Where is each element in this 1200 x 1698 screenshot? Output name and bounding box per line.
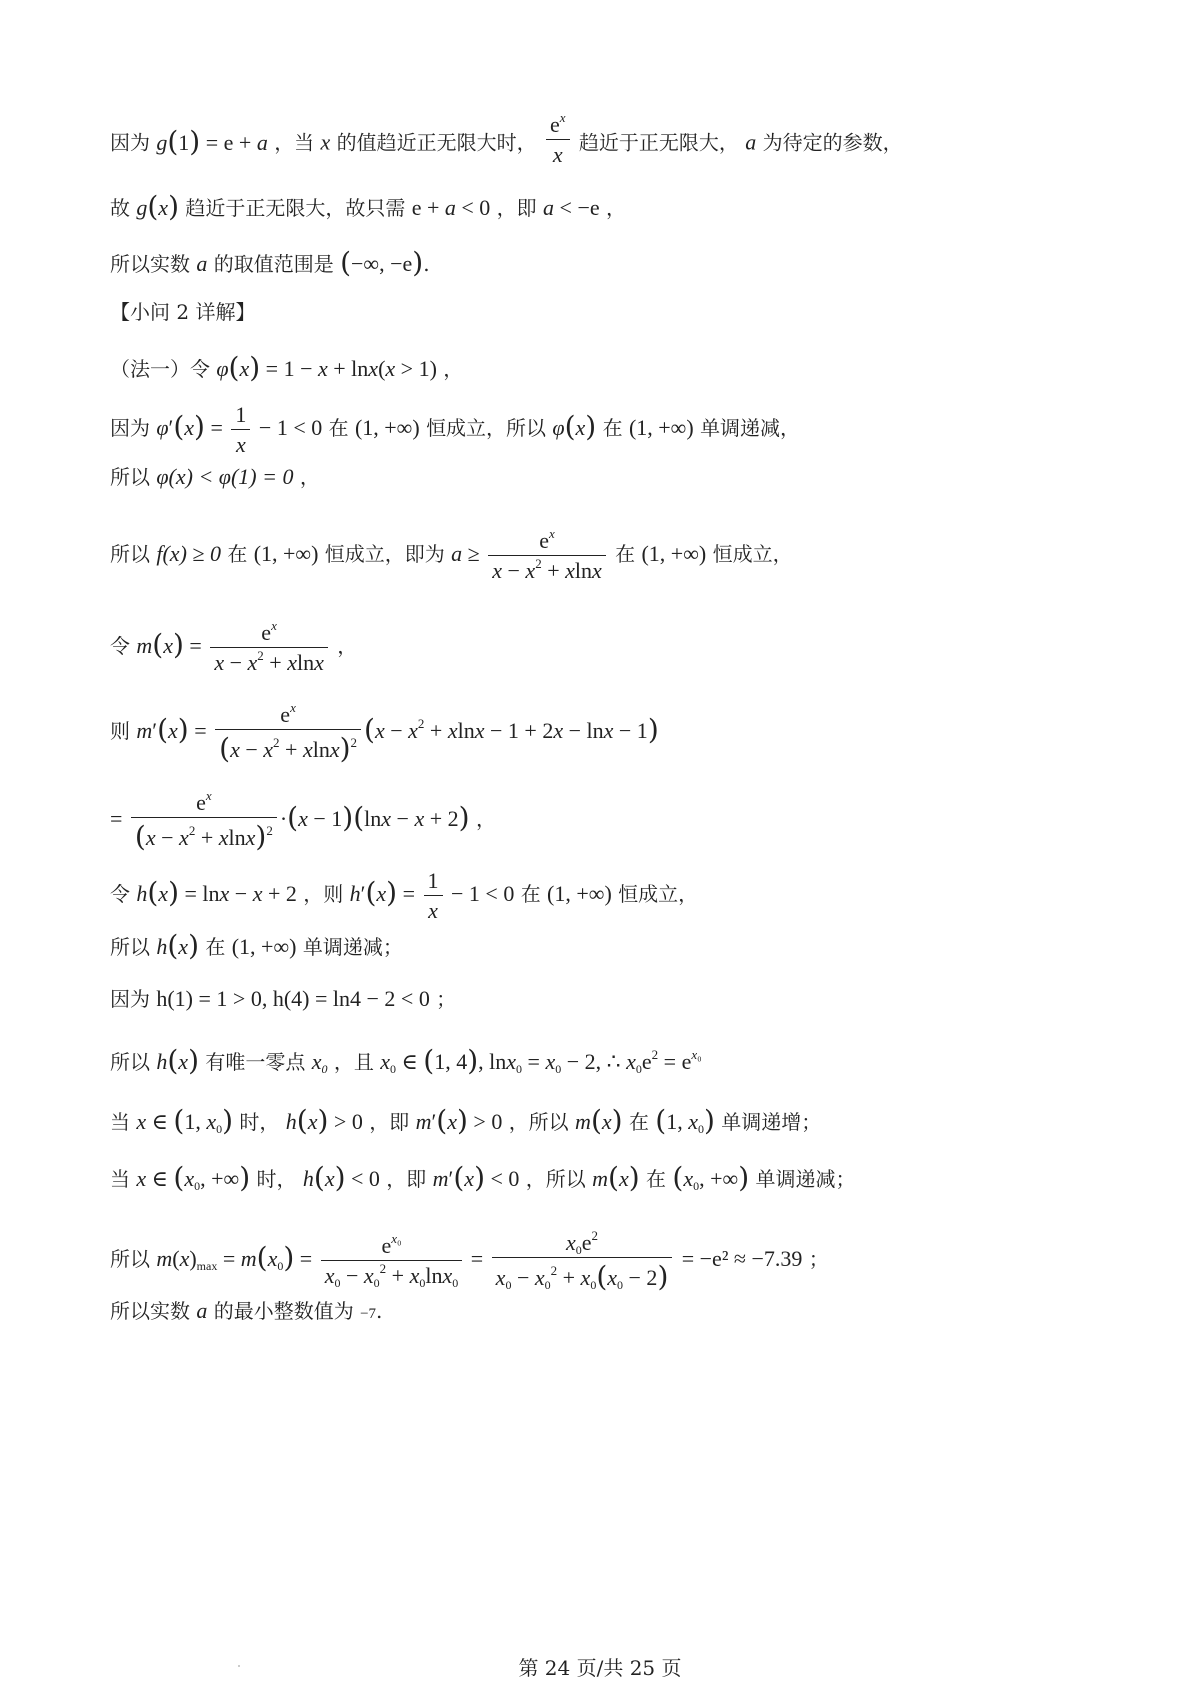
text: ；	[808, 1247, 829, 1272]
math-interval: (1, +∞)	[354, 415, 420, 441]
text: 则	[110, 719, 130, 744]
text: 有唯一零点	[205, 1050, 306, 1074]
text: 为待定的参数，	[762, 130, 903, 155]
text: ，	[299, 465, 320, 489]
text: ，所以	[525, 1167, 586, 1191]
text: 的值趋近正无限大时，	[336, 130, 537, 155]
text: 恒成立，	[712, 542, 793, 567]
math-phi-deriv: φ′(x) = $\frac{1}{x}$ − 1 < 0	[156, 402, 323, 457]
text: ，	[605, 196, 626, 220]
text: 在	[646, 1167, 667, 1191]
text: 所以	[110, 935, 150, 959]
text: ，所以	[508, 1110, 569, 1134]
math-x-interval: (1, $x_0$)	[655, 1104, 715, 1137]
math-m-def: m(x) = $\frac{e^x}{x - x^2 + xlnx}$	[136, 633, 330, 658]
line-13	[110, 929, 403, 962]
text: 因为	[110, 416, 150, 441]
math-a-range: a < −e	[543, 195, 600, 220]
text: ，且	[333, 1050, 374, 1074]
section-heading	[110, 302, 255, 322]
math-interval: (1, +∞)	[547, 881, 612, 907]
line-2	[110, 190, 626, 223]
math-m-max: $m(x)_{max} = m(x_0)$ = $\frac{e^{x_0}}{x_0 - x_0^2 + x_0\ln x_0}$ = $\frac{x_0e^2}{x_0 - x_0^2 + x_0(x_0 - 2)}$	[156, 1246, 675, 1271]
math-m-deriv-positive: m′(x) > 0	[415, 1104, 503, 1137]
text: 恒成立，即为	[324, 542, 445, 567]
math-h-deriv: h′(x) = $\frac{1}{x}$ − 1 < 0	[349, 868, 515, 923]
line-9	[110, 618, 358, 675]
line-5	[110, 351, 464, 384]
text: 所以	[110, 1247, 150, 1272]
math-mx: m(x)	[592, 1161, 640, 1194]
math-x0: $x_0$	[311, 1049, 328, 1076]
text: 单调递增；	[721, 1110, 822, 1134]
text: .	[376, 1299, 383, 1323]
math-zero-point: $x_0$ ∈ (1, 4), $\ln x_0 = x_0 - 2$, ∴ $x_0e^2 = e^{x_0}$	[380, 1044, 702, 1077]
line-6	[110, 404, 800, 456]
text: 令	[110, 634, 130, 659]
math-interval: (1, +∞)	[253, 541, 319, 567]
math-h-positive: h(x) > 0	[285, 1104, 363, 1137]
text: 恒成立，所以	[426, 416, 547, 441]
text: 时，	[256, 1167, 297, 1191]
math-h-def: h(x) = lnx − x + 2	[136, 876, 297, 910]
line-18	[110, 1228, 829, 1293]
text: 在	[328, 416, 349, 441]
text: 所以实数	[110, 252, 190, 276]
math-mx: m(x)	[575, 1104, 623, 1137]
heading-text: 【小问 2 详解】	[110, 300, 256, 324]
line-8	[110, 526, 793, 583]
text: 在	[205, 935, 226, 959]
math-phi-def: φ(x) = 1 − x + lnx(x > 1)	[216, 351, 437, 384]
text: ，即	[369, 1110, 410, 1134]
text: 当	[110, 1167, 130, 1191]
line-14	[110, 988, 456, 1010]
math-answer: −7	[360, 1306, 377, 1322]
text: 在	[227, 542, 248, 567]
text: 在	[520, 882, 541, 907]
text: ，	[475, 807, 496, 832]
math-m-deriv-factored: = $\frac{e^x}{(x - x^2 + xlnx)^2}$ ·(x − 1)(lnx − x + 2)	[110, 788, 470, 853]
text: 的最小整数值为	[213, 1299, 354, 1323]
math-phi-ineq: φ(x) < φ(1) = 0	[156, 464, 294, 489]
line-16	[110, 1104, 822, 1137]
math-interval: (1, +∞)	[628, 415, 694, 441]
line-11	[110, 788, 496, 853]
math-h-values: h(1) = 1 > 0, h(4) = ln4 − 2 < 0	[156, 986, 430, 1011]
line-12	[110, 870, 698, 922]
line-1	[110, 110, 903, 170]
line-19	[110, 1300, 382, 1322]
math-hx: h(x)	[156, 929, 199, 962]
line-17	[110, 1161, 856, 1194]
fraction-ex-over-x: $\frac{e^x}{x}$	[546, 114, 570, 166]
text: 时，	[239, 1110, 280, 1134]
line-3	[110, 246, 430, 279]
text: 单调递减；	[755, 1167, 856, 1191]
math-m-deriv-negative: m′(x) < 0	[432, 1161, 520, 1194]
math-x-interval: x ∈ ($x_0$, +∞)	[136, 1161, 251, 1194]
text: ，即	[496, 196, 537, 220]
math-g1: g(1) = e + a	[156, 124, 268, 158]
text: 所以	[110, 465, 150, 489]
text: ，即	[386, 1167, 427, 1191]
text: 在	[602, 416, 623, 441]
text: 单调递减，	[700, 416, 801, 441]
math-result: = −e² ≈ −7.39	[681, 1246, 803, 1272]
page-footer: 第 24 页/共 25 页	[518, 1656, 682, 1680]
text: 的取值范围是	[213, 252, 334, 276]
text: ，则	[303, 882, 344, 907]
text: 因为	[110, 130, 150, 155]
text: 在	[615, 542, 636, 567]
math-x: x	[320, 129, 331, 155]
text: 恒成立，	[618, 882, 699, 907]
math-f-ineq: f(x) ≥ 0	[156, 541, 221, 567]
math-a: a	[745, 129, 757, 155]
text: ；	[436, 987, 457, 1011]
text: ，	[337, 634, 358, 659]
math-a-bound: a ≥ $\frac{e^x}{x - x^2 + xlnx}$	[451, 541, 609, 566]
text: 所以	[110, 542, 150, 567]
math-hx: h(x)	[156, 1044, 199, 1077]
math-condition: e + a < 0	[411, 195, 491, 220]
math-m-deriv: m′(x) = $\frac{e^x}{(x - x^2 + xlnx)^2}$ $(x - x^2 + xlnx - 1 + 2x - \ln x - 1)$	[136, 700, 659, 765]
line-10	[110, 700, 659, 765]
text: 所以实数	[110, 1299, 190, 1323]
math-a: a	[196, 1298, 208, 1323]
text: ，当	[274, 130, 315, 155]
text: 当	[110, 1110, 130, 1134]
text: 所以	[110, 1050, 150, 1074]
math-x-interval: x ∈ (1, $x_0$)	[136, 1104, 234, 1137]
text: 趋近于正无限大，	[578, 130, 739, 155]
line-7	[110, 466, 320, 488]
text: 在	[628, 1110, 649, 1134]
math-h-negative: h(x) < 0	[302, 1161, 380, 1194]
math-a: a	[196, 251, 208, 276]
text: 令	[110, 882, 130, 907]
math-interval: (1, +∞)	[641, 541, 707, 567]
text: 趋近于正无限大，故只需	[185, 196, 406, 220]
math-gx: g(x)	[136, 190, 179, 223]
text: ，	[443, 357, 464, 381]
text: .	[423, 252, 430, 276]
math-interval: (1, +∞)	[231, 934, 297, 959]
math-interval: (−∞, −e)	[340, 246, 424, 279]
text: 故	[110, 196, 130, 220]
line-15	[110, 1044, 702, 1077]
text: （法一）令	[110, 357, 210, 381]
math-x-interval: ($x_0$, +∞)	[672, 1161, 750, 1194]
text: 单调递减；	[302, 935, 403, 959]
math-phi: φ(x)	[552, 410, 597, 444]
text: 因为	[110, 987, 150, 1011]
